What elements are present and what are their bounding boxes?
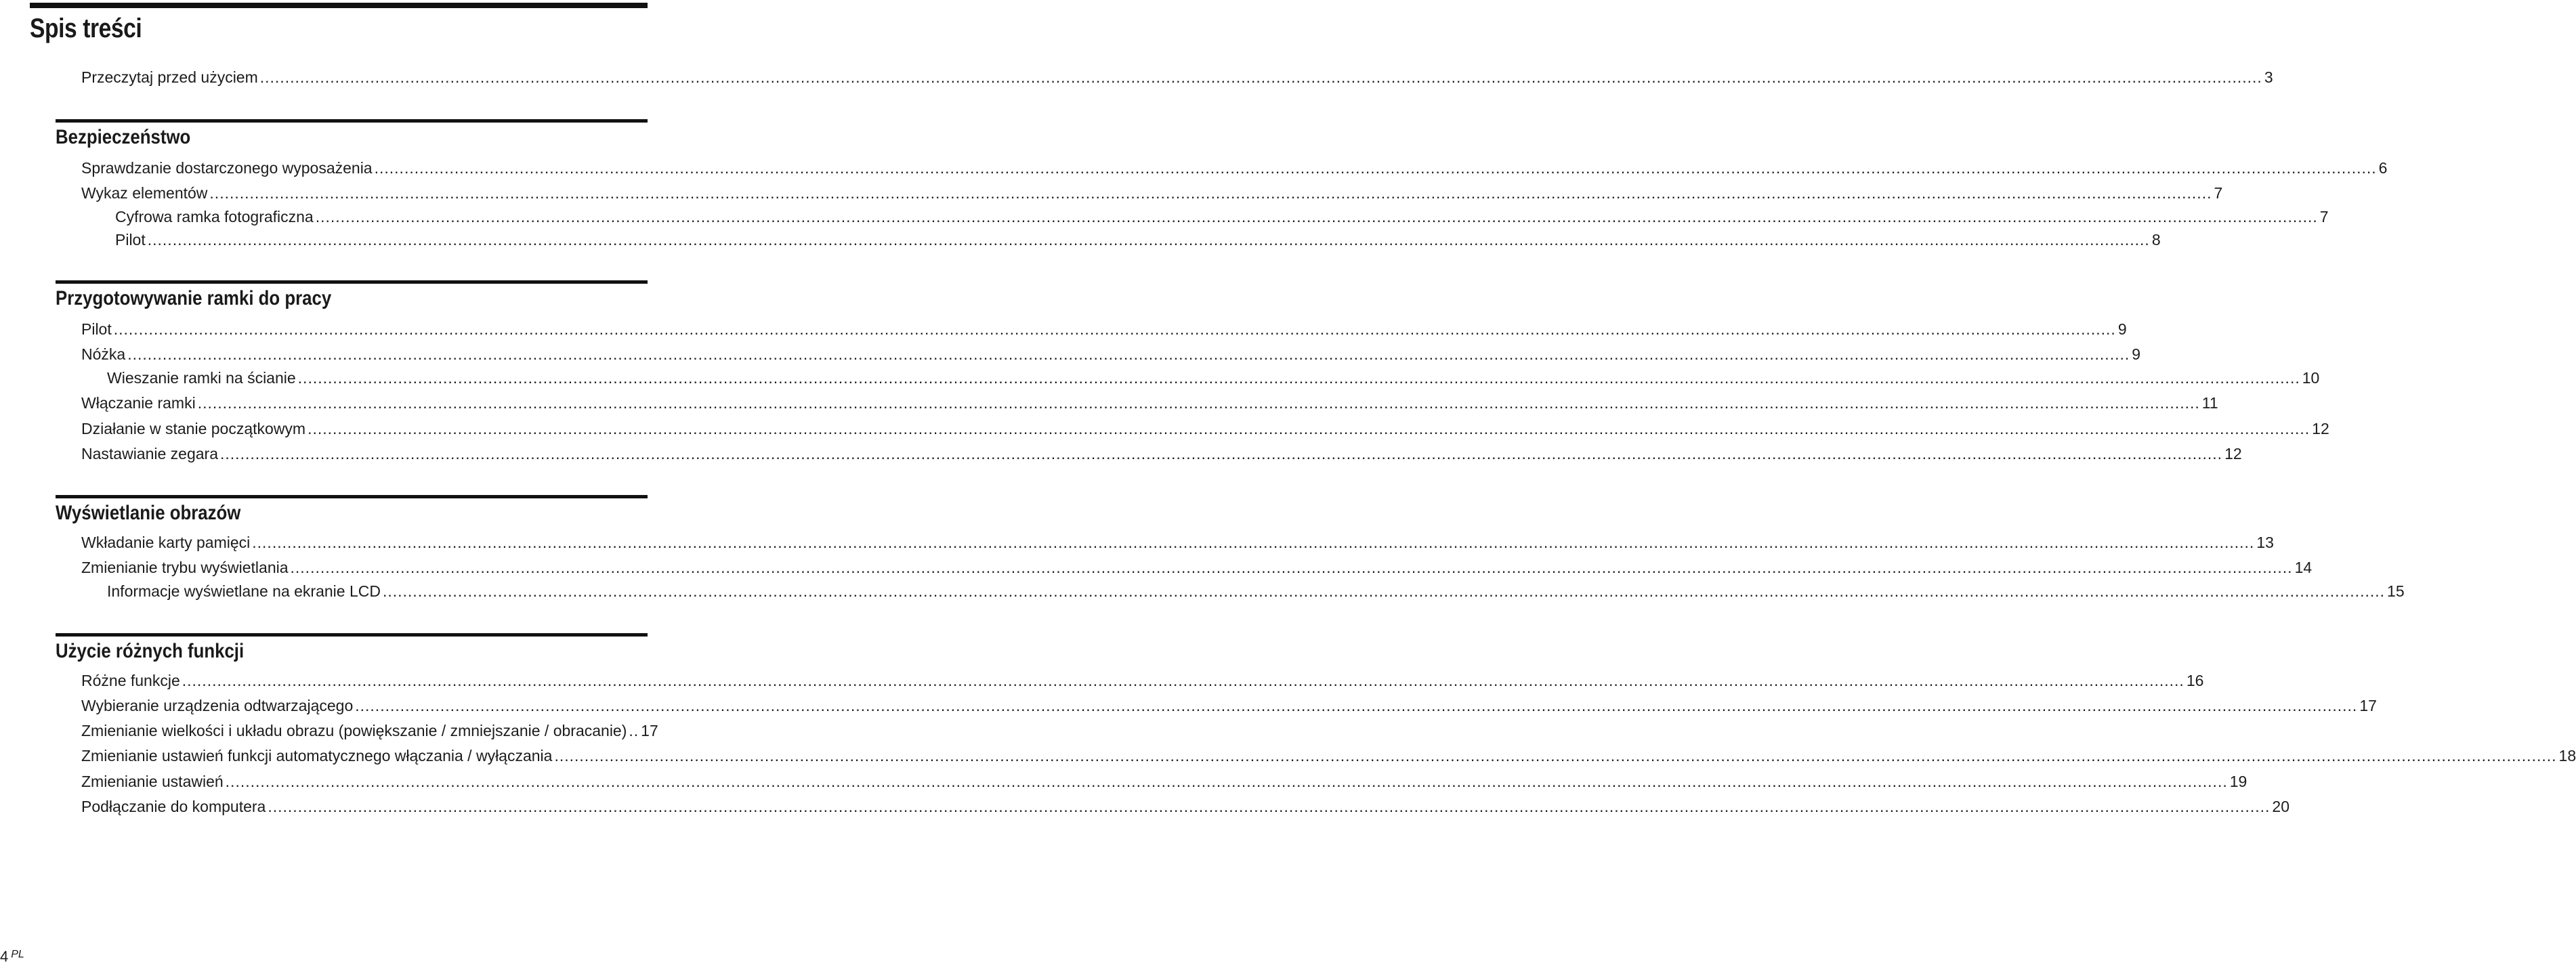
toc-entry[interactable] xyxy=(81,796,2289,817)
toc-entry-label: Włączanie ramki xyxy=(81,394,196,412)
section-title-safety: Bezpieczeństwo xyxy=(56,126,191,148)
toc-entry-page: 7 xyxy=(2214,184,2223,202)
dot-leader: ................................................................................................................................................................................................................................................................................................................................................................................................................ xyxy=(290,559,2293,576)
toc-entry[interactable] xyxy=(107,207,2329,227)
dot-leader: .. xyxy=(629,722,639,739)
dot-leader: ................................................................................................................................................................................................................................................................................................................................................................................................................ xyxy=(268,798,2271,815)
section-rule xyxy=(56,119,648,123)
toc-entry-label: Różne funkcje xyxy=(81,672,180,689)
footer-page-number: 4 xyxy=(0,948,9,965)
dot-leader: ................................................................................................................................................................................................................................................................................................................................................................................................................ xyxy=(225,773,2228,790)
footer-language: PL xyxy=(11,949,24,960)
dot-leader: ................................................................................................................................................................................................................................................................................................................................................................................................................ xyxy=(209,184,2212,202)
dot-leader: ................................................................................................................................................................................................................................................................................................................................................................................................................ xyxy=(220,445,2223,462)
dot-leader: ................................................................................................................................................................................................................................................................................................................................................................................................................ xyxy=(315,208,2318,225)
toc-entry[interactable] xyxy=(81,746,2576,766)
toc-entry-page: 18 xyxy=(2558,747,2576,765)
dot-leader: ................................................................................................................................................................................................................................................................................................................................................................................................................ xyxy=(259,68,2262,86)
toc-entry[interactable] xyxy=(81,158,2388,178)
toc-entry[interactable] xyxy=(81,183,2223,203)
toc-entry-page: 19 xyxy=(2229,773,2247,790)
toc-entry-label: Pilot xyxy=(115,231,146,249)
toc-entry-label: Nastawianie zegara xyxy=(81,445,219,462)
dot-leader: ................................................................................................................................................................................................................................................................................................................................................................................................................ xyxy=(182,672,2184,689)
toc-entry-page: 9 xyxy=(2132,345,2141,363)
toc-entry-label: Informacje wyświetlane na ekranie LCD xyxy=(107,582,381,600)
toc-entry-label: Wieszanie ramki na ścianie xyxy=(107,369,296,387)
toc-entry-page: 13 xyxy=(2256,534,2274,551)
dot-leader: ................................................................................................................................................................................................................................................................................................................................................................................................................ xyxy=(308,420,2310,437)
toc-entry-page: 14 xyxy=(2294,559,2313,576)
toc-entry-label: Pilot xyxy=(81,320,112,338)
toc-entry-label: Wybieranie urządzenia odtwarzającego xyxy=(81,697,354,714)
toc-entry[interactable] xyxy=(81,670,2204,691)
dot-leader: ................................................................................................................................................................................................................................................................................................................................................................................................................ xyxy=(355,697,2358,714)
toc-entry[interactable] xyxy=(107,581,2405,601)
title-rule xyxy=(30,3,648,8)
toc-entry-page: 16 xyxy=(2186,672,2204,689)
section-rule xyxy=(56,280,648,284)
toc-entry[interactable] xyxy=(81,393,2218,413)
dot-leader: ................................................................................................................................................................................................................................................................................................................................................................................................................ xyxy=(554,747,2557,765)
toc-entry-page: 12 xyxy=(2224,445,2242,462)
toc-entry-page: 20 xyxy=(2272,798,2289,815)
toc-entry-page: 10 xyxy=(2302,369,2320,387)
toc-entry-page: 12 xyxy=(2312,420,2329,437)
toc-entry[interactable] xyxy=(81,444,2242,464)
toc-entry[interactable] xyxy=(81,418,2329,439)
section-rule xyxy=(56,495,648,498)
toc-entry-page: 15 xyxy=(2387,582,2405,600)
dot-leader: ................................................................................................................................................................................................................................................................................................................................................................................................................ xyxy=(127,345,2130,363)
toc-entry[interactable] xyxy=(107,230,2161,250)
toc-entry-label: Działanie w stanie początkowym xyxy=(81,420,306,437)
toc-entry-label: Nóżka xyxy=(81,345,126,363)
dot-leader: ................................................................................................................................................................................................................................................................................................................................................................................................................ xyxy=(113,320,2116,338)
section-rule xyxy=(56,633,648,637)
toc-entry-page: 17 xyxy=(2359,697,2377,714)
dot-leader: ................................................................................................................................................................................................................................................................................................................................................................................................................ xyxy=(297,369,2300,387)
dot-leader: ................................................................................................................................................................................................................................................................................................................................................................................................................ xyxy=(147,231,2150,249)
toc-entry[interactable] xyxy=(81,557,2313,578)
toc-entry[interactable] xyxy=(81,532,2274,553)
toc-entry-label: Cyfrowa ramka fotograficzna xyxy=(115,208,314,225)
toc-entry-label: Wykaz elementów xyxy=(81,184,208,202)
page-title: Spis treści xyxy=(30,14,142,43)
dot-leader: ................................................................................................................................................................................................................................................................................................................................................................................................................ xyxy=(374,159,2377,177)
toc-entry-label: Przeczytaj przed użyciem xyxy=(81,68,258,86)
toc-entry-page: 8 xyxy=(2151,231,2161,249)
toc-entry-page: 9 xyxy=(2117,320,2127,338)
toc-entry-page: 6 xyxy=(2378,159,2388,177)
toc-entry-page: 7 xyxy=(2319,208,2329,225)
dot-leader: ................................................................................................................................................................................................................................................................................................................................................................................................................ xyxy=(252,534,2255,551)
section-title-display: Wyświetlanie obrazów xyxy=(56,502,241,524)
toc-entry[interactable] xyxy=(81,720,658,741)
toc-entry[interactable] xyxy=(81,771,2247,792)
section-title-preparation: Przygotowywanie ramki do pracy xyxy=(56,287,332,309)
toc-entry[interactable] xyxy=(81,319,2127,339)
toc-entry-label: Zmienianie ustawień funkcji automatycznego włączania / wyłączania xyxy=(81,747,553,765)
dot-leader: ................................................................................................................................................................................................................................................................................................................................................................................................................ xyxy=(197,394,2200,412)
toc-entry-label: Wkładanie karty pamięci xyxy=(81,534,251,551)
toc-entry-page: 3 xyxy=(2264,68,2273,86)
toc-entry-intro[interactable] xyxy=(81,67,2273,87)
toc-entry[interactable] xyxy=(107,368,2320,388)
section-title-functions: Użycie różnych funkcji xyxy=(56,640,245,662)
dot-leader: ................................................................................................................................................................................................................................................................................................................................................................................................................ xyxy=(382,582,2386,600)
toc-entry-page: 11 xyxy=(2201,394,2218,412)
toc-entry-label: Zmienianie ustawień xyxy=(81,773,224,790)
toc-entry[interactable] xyxy=(81,695,2377,716)
toc-entry-page: 17 xyxy=(641,722,658,739)
page-footer xyxy=(0,947,24,969)
toc-entry-label: Zmienianie trybu wyświetlania xyxy=(81,559,289,576)
toc-entry-label: Podłączanie do komputera xyxy=(81,798,266,815)
toc-entry[interactable] xyxy=(81,344,2141,364)
toc-entry-label: Sprawdzanie dostarczonego wyposażenia xyxy=(81,159,373,177)
toc-entry-label: Zmienianie wielkości i układu obrazu (powiększanie / zmniejszanie / obracanie) xyxy=(81,722,627,739)
